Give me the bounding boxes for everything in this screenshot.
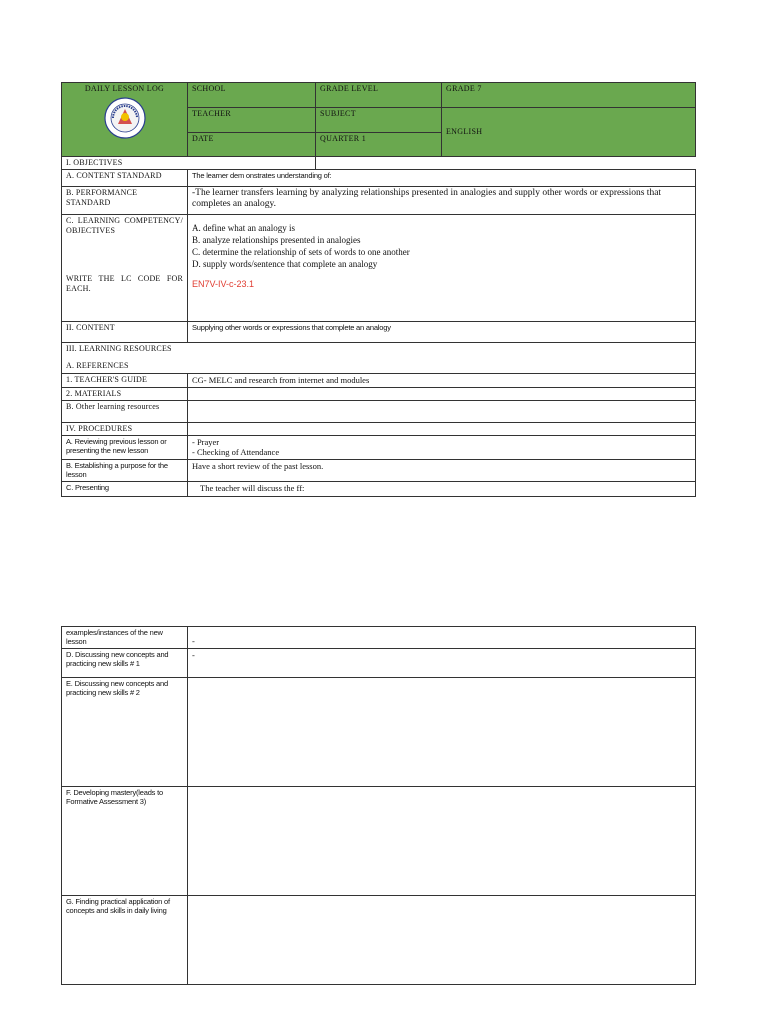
objectives-empty <box>316 157 696 170</box>
materials-label: 2. MATERIALS <box>62 387 188 400</box>
discussing1-label: D. Discussing new concepts and practicing new skills # 1 <box>62 649 188 678</box>
grade-level-label: GRADE LEVEL <box>316 83 442 108</box>
discussing1-value: - <box>188 649 696 678</box>
daily-lesson-log-title: DAILY LESSON LOG <box>84 84 165 93</box>
presenting-value: The teacher will discuss the ff: <box>188 481 696 496</box>
lc-code-value: EN7V-IV-c-23.1 <box>192 279 255 289</box>
teacher-label: TEACHER <box>188 108 316 133</box>
learning-resources-heading: III. LEARNING RESOURCES <box>66 344 172 353</box>
daily-lesson-log-cell <box>62 83 188 157</box>
learning-resources-cell <box>62 343 696 374</box>
purpose-label: B. Establishing a purpose for the lesson <box>62 459 188 481</box>
other-resources-label: B. Other learning resources <box>62 400 188 422</box>
teachers-guide-value: CG- MELC and research from internet and modules <box>188 374 696 388</box>
content-standard-value: The learner dem onstrates understanding of: <box>188 170 696 187</box>
mastery-label: F. Developing mastery(leads to Formative Assessment 3) <box>62 787 188 896</box>
objectives-heading: I. OBJECTIVES <box>62 157 316 170</box>
content-standard-label: A. CONTENT STANDARD <box>62 170 188 187</box>
examples-value: - <box>188 627 696 649</box>
reviewing-attendance: - Checking of Attendance <box>192 447 280 458</box>
competency-objectives <box>188 215 696 322</box>
competency-cell <box>62 215 188 322</box>
competency-item: A. define what an analogy is <box>192 223 295 233</box>
presenting-label: C. Presenting <box>62 481 188 496</box>
competency-item: C. determine the relationship of sets of words to one another <box>192 247 410 257</box>
competency-item: B. analyze relationships presented in analogies <box>192 235 361 245</box>
performance-standard-label: B. PERFORMANCE STANDARD <box>62 187 188 215</box>
reviewing-cell <box>188 435 696 459</box>
content-label: II. CONTENT <box>62 322 188 343</box>
content-value: Supplying other words or expressions that complete an analogy <box>188 322 696 343</box>
quarter-label: QUARTER 1 <box>316 133 442 157</box>
other-resources-value <box>188 400 696 422</box>
lesson-log-continued-table <box>61 626 696 985</box>
examples-label: examples/instances of the new lesson <box>62 627 188 649</box>
date-label: DATE <box>188 133 316 157</box>
purpose-value: Have a short review of the past lesson. <box>188 459 696 481</box>
practical-label: G. Finding practical application of concepts and skills in daily living <box>62 896 188 985</box>
lc-code-label: WRITE THE LC CODE FOR EACH. <box>66 274 183 293</box>
discussing2-value <box>188 678 696 787</box>
reviewing-label: A. Reviewing previous lesson or presenting the new lesson <box>62 435 188 459</box>
subject-label: SUBJECT <box>316 108 442 133</box>
reviewing-prayer: - Prayer <box>192 436 220 447</box>
discussing2-label: E. Discussing new concepts and practicing new skills # 2 <box>62 678 188 787</box>
deped-seal-icon <box>104 97 146 139</box>
performance-standard-value: -The learner transfers learning by analyzing relationships presented in analogies and supply other words or expressions that completes an analogy. <box>188 187 696 215</box>
grade-value: GRADE 7 <box>442 83 696 108</box>
references-heading: A. REFERENCES <box>66 361 129 370</box>
competency-item: D. supply words/sentence that complete an analogy <box>192 259 378 269</box>
mastery-value <box>188 787 696 896</box>
school-label: SCHOOL <box>188 83 316 108</box>
materials-value <box>188 387 696 400</box>
lesson-log-table <box>61 82 696 497</box>
subject-value: ENGLISH <box>442 108 696 157</box>
competency-label: C. LEARNING COMPETENCY/ OBJECTIVES <box>66 216 183 235</box>
procedures-empty <box>188 422 696 435</box>
procedures-heading: IV. PROCEDURES <box>62 422 188 435</box>
practical-value <box>188 896 696 985</box>
teachers-guide-label: 1. TEACHER'S GUIDE <box>62 374 188 388</box>
